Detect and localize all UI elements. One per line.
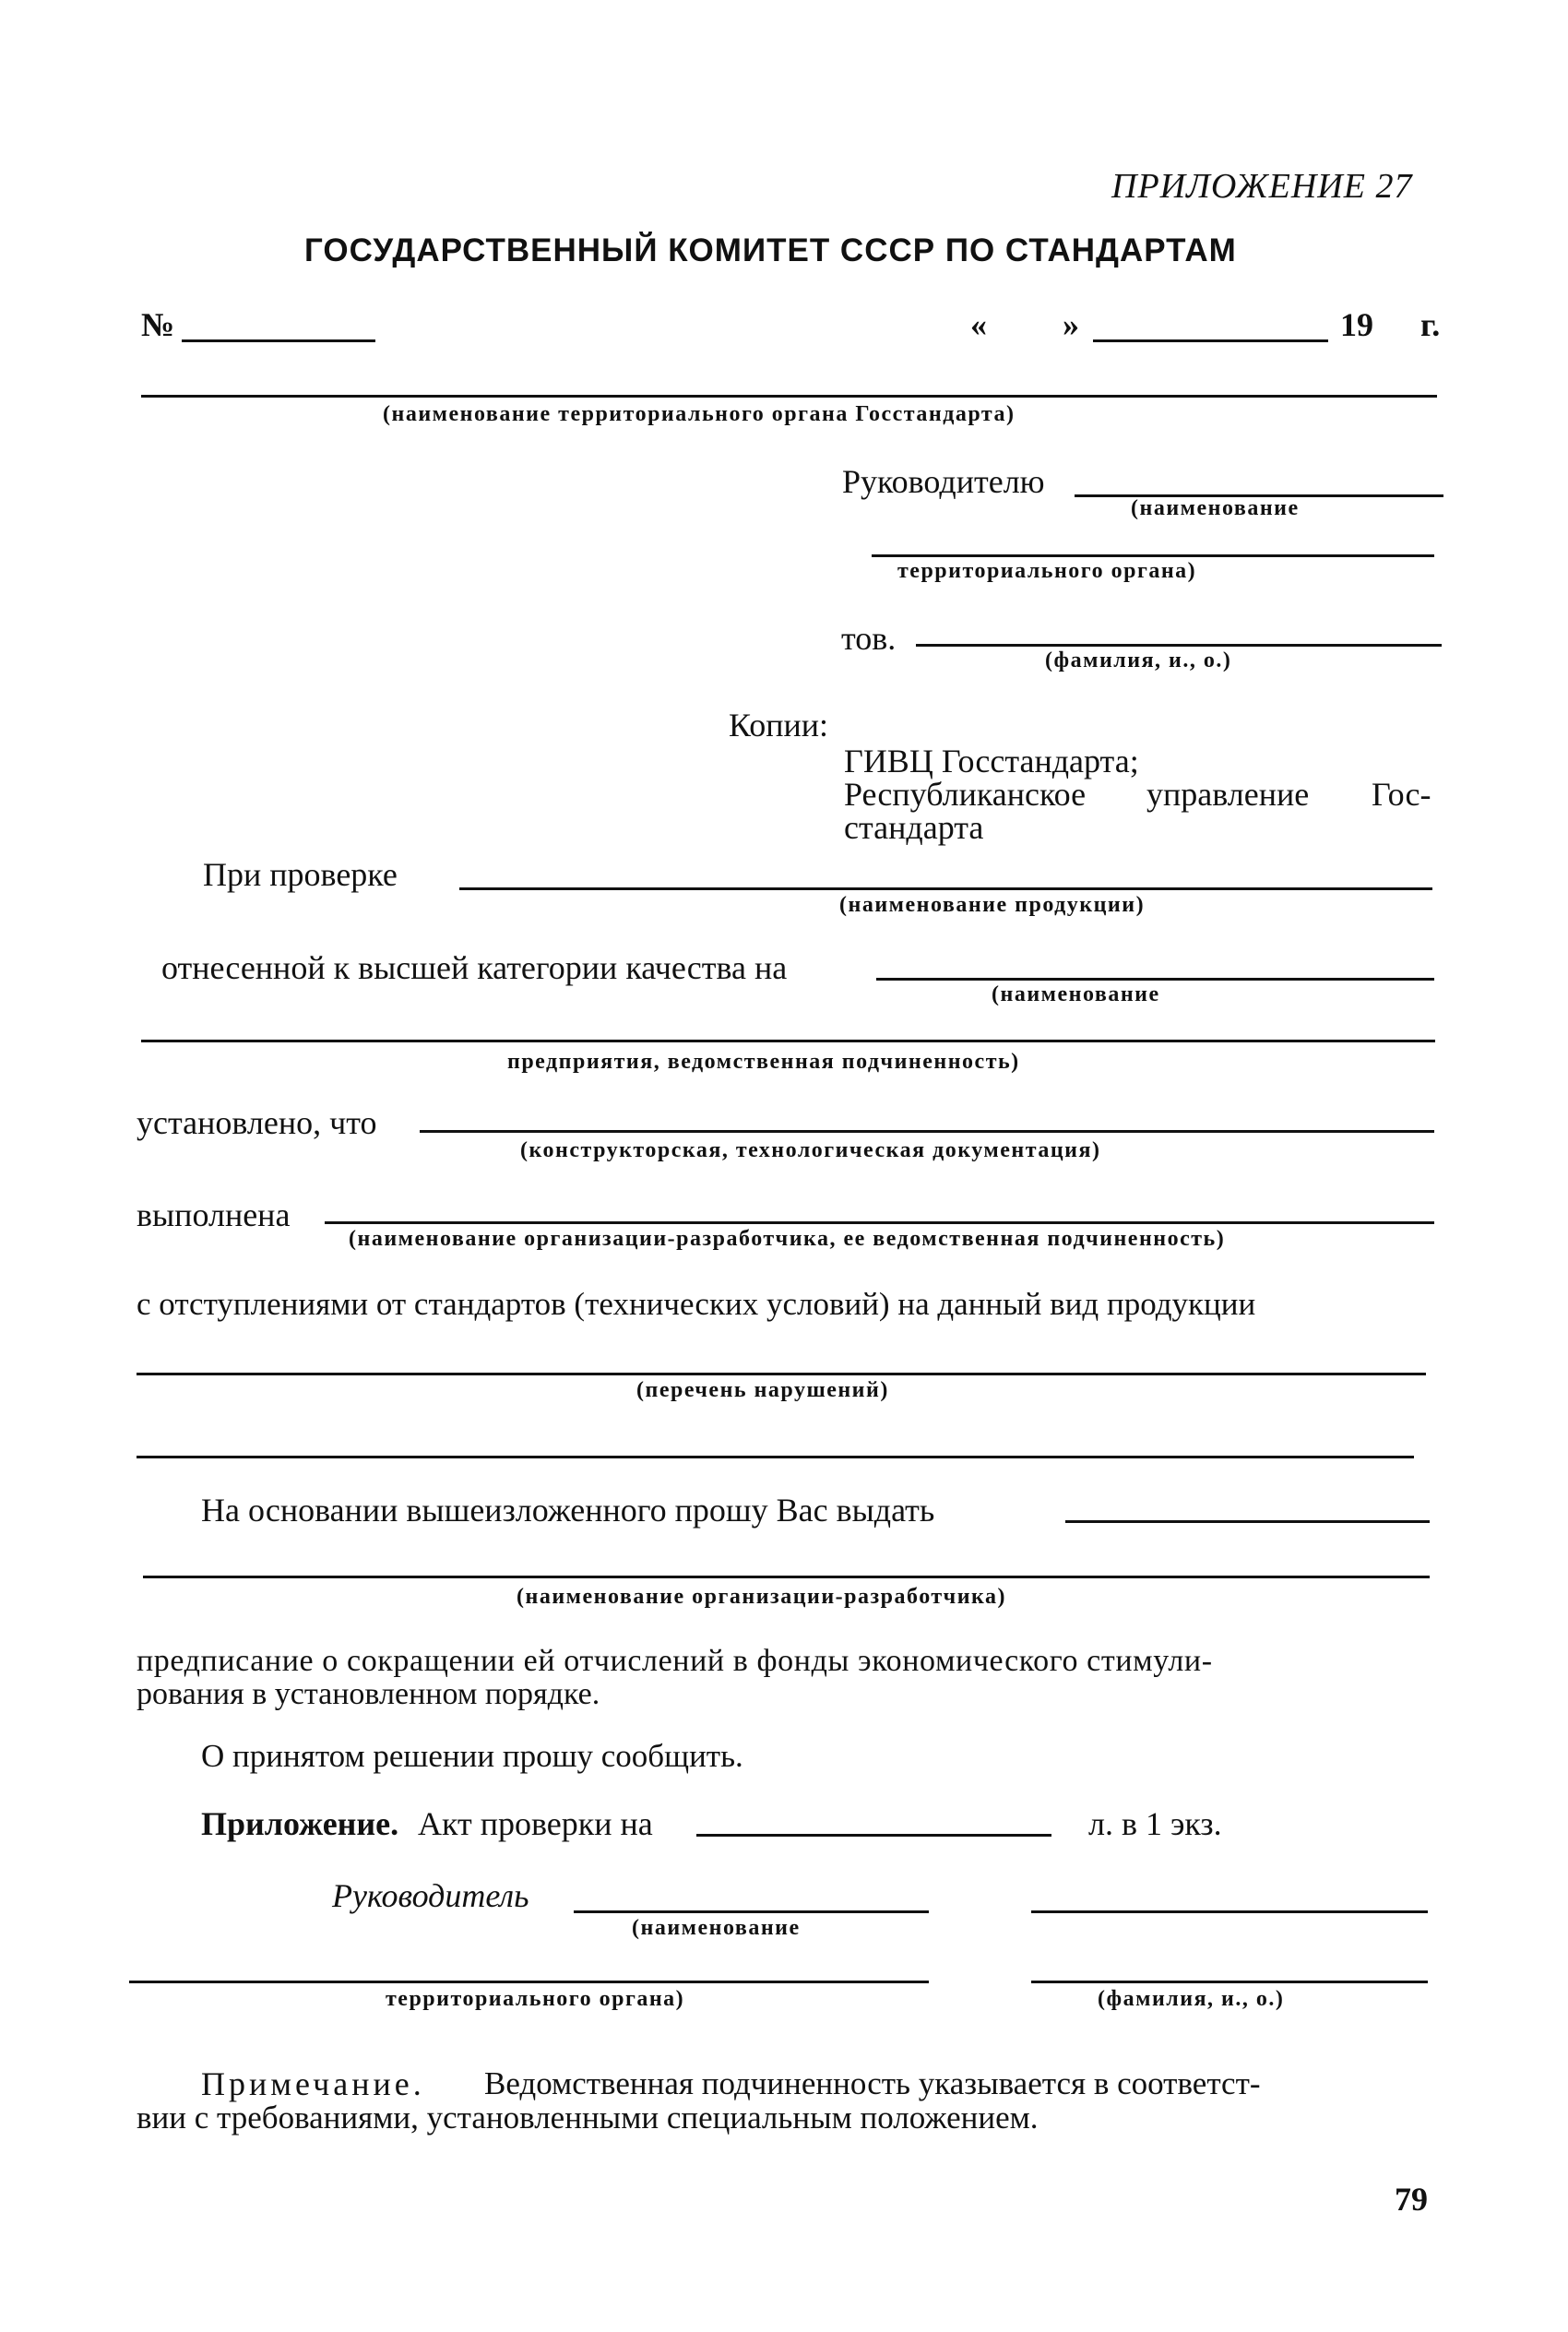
sig-name-caption: (наименование [632, 1916, 801, 1940]
copies-line1: ГИВЦ Госстандарта; [844, 743, 1139, 779]
attachment-sheets-field[interactable] [696, 1834, 1051, 1837]
copies-line2-part2: управление [1146, 776, 1310, 813]
signature-territorial-field[interactable] [129, 1981, 929, 1983]
developer-field[interactable] [325, 1221, 1434, 1224]
number-field[interactable] [182, 339, 375, 342]
enterprise-caption: предприятия, ведомственная подчиненность) [507, 1050, 1020, 1074]
order-line2: рования в установленном порядке. [137, 1677, 600, 1711]
sig-fio-caption: (фамилия, и., о.) [1098, 1987, 1285, 2011]
date-quote-open: « [970, 306, 987, 343]
signature-fio-field[interactable] [1031, 1981, 1428, 1983]
product-caption: (наименование продукции) [839, 893, 1146, 917]
documentation-field[interactable] [420, 1130, 1434, 1133]
year-prefix: 19 [1340, 306, 1373, 343]
territorial-body-field[interactable] [141, 395, 1437, 398]
attachment-sheets: л. в 1 экз. [1088, 1805, 1222, 1842]
violations-field[interactable] [137, 1373, 1426, 1375]
fio-caption: (фамилия, и., о.) [1045, 648, 1232, 672]
date-field[interactable] [1093, 339, 1328, 342]
product-field[interactable] [459, 887, 1432, 890]
sig-territorial-caption: территориального органа) [386, 1987, 685, 2011]
developer-org-field[interactable] [143, 1576, 1430, 1578]
documentation-caption: (конструкторская, технологическая документация) [520, 1138, 1101, 1162]
page-number: 79 [1395, 2181, 1428, 2218]
inform-text: О принятом решении прошу сообщить. [201, 1738, 743, 1774]
violations-caption: (перечень нарушений) [636, 1378, 889, 1402]
territorial-body-caption: (наименование территориального органа Госстандарта) [383, 402, 1016, 426]
year-suffix: г. [1420, 306, 1441, 343]
comrade-label: тов. [841, 620, 897, 657]
attachment-label: Приложение. [201, 1805, 399, 1842]
check-label: При проверке [203, 856, 398, 893]
note-line1: Ведомственная подчиненность указывается в соответст- [484, 2065, 1261, 2101]
attachment-text: Акт проверки на [418, 1805, 653, 1842]
copies-line3: стандарта [844, 809, 984, 846]
committee-title: ГОСУДАРСТВЕННЫЙ КОМИТЕТ СССР ПО СТАНДАРТАМ [304, 232, 1237, 268]
assigned-label: отнесенной к высшей категории качества на [161, 949, 788, 986]
to-head-label: Руководителю [842, 463, 1045, 500]
note-label: Примечание. [201, 2065, 425, 2102]
signature-field[interactable] [1031, 1910, 1428, 1913]
violations-continuation-field[interactable] [137, 1456, 1414, 1458]
signature-head-label: Руководитель [332, 1877, 529, 1914]
enterprise-continuation-field[interactable] [141, 1040, 1435, 1042]
signature-name-field[interactable] [574, 1910, 929, 1913]
copies-label: Копии: [729, 707, 829, 744]
established-label: установлено, что [137, 1104, 377, 1141]
note-line2: вии с требованиями, установленными специальным положением. [137, 2100, 1039, 2136]
appendix-label: ПРИЛОЖЕНИЕ 27 [1111, 167, 1413, 206]
order-line1: предписание о сокращении ей отчислений в фонды экономического стимули- [137, 1644, 1213, 1678]
request-field[interactable] [1065, 1520, 1430, 1523]
copies-line2-part1: Республиканское [844, 776, 1087, 813]
executed-label: выполнена [137, 1196, 291, 1233]
territorial-organ-caption: территориального органа) [897, 559, 1197, 583]
request-text: На основании вышеизложенного прошу Вас выдать [201, 1492, 935, 1529]
name-of-caption: (наименование [992, 982, 1160, 1006]
deviations-text: с отступлениями от стандартов (технических условий) на данный вид продукции [137, 1286, 1256, 1322]
number-sign: № [141, 306, 175, 343]
name-caption: (наименование [1131, 496, 1300, 520]
copies-line2-part3: Гос- [1372, 776, 1431, 813]
date-quote-close: » [1063, 306, 1079, 343]
developer-org-caption: (наименование организации-разработчика) [517, 1585, 1006, 1609]
developer-caption: (наименование организации-разработчика, ее ведомственная подчиненность) [349, 1227, 1226, 1251]
